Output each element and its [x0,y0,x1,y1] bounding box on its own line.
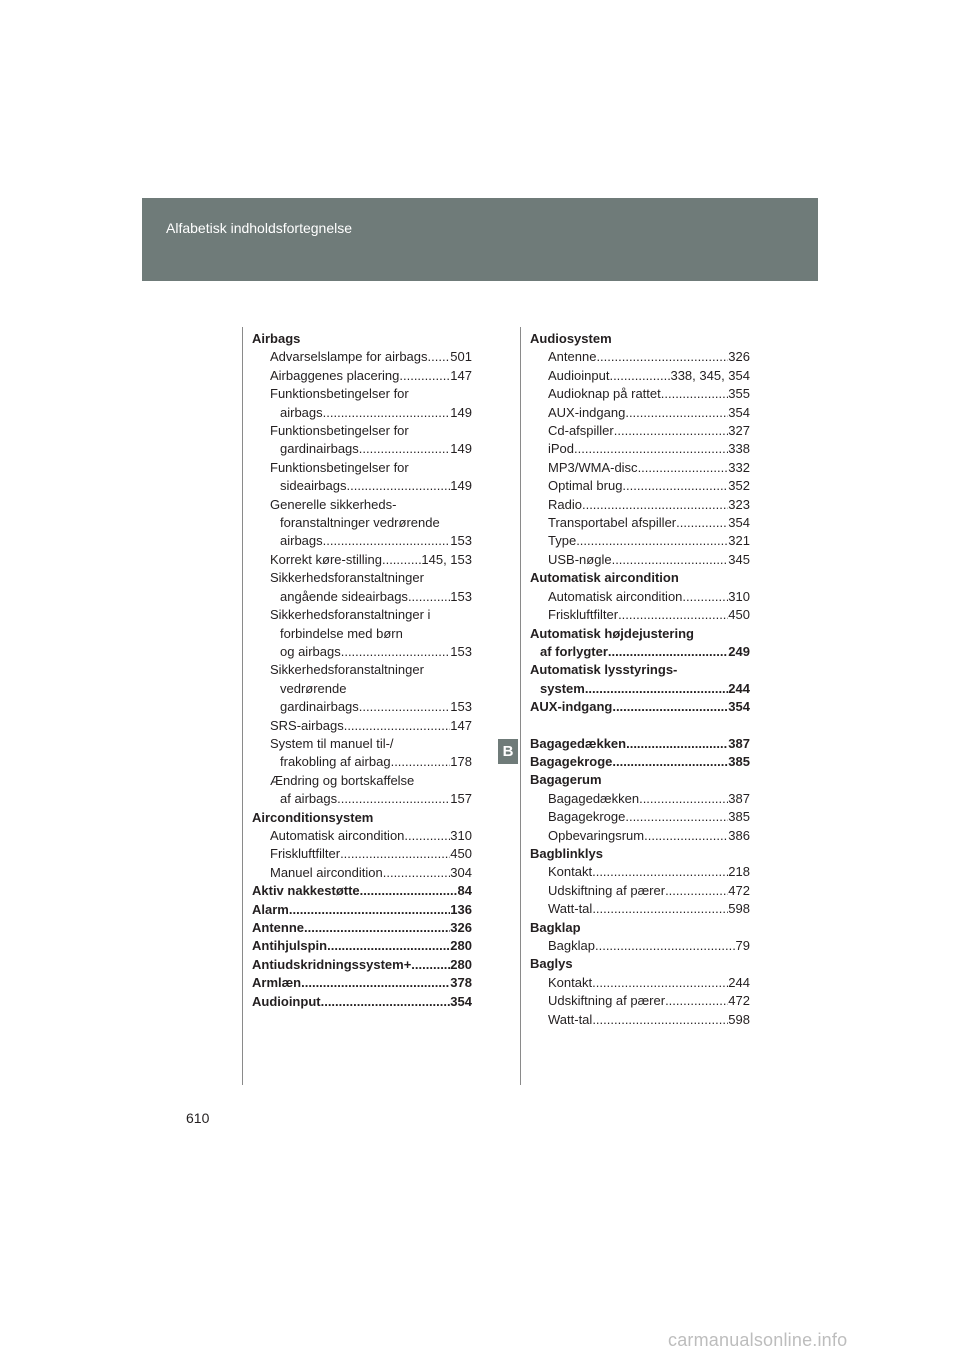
index-entry-line: Funktionsbetingelser for [270,459,409,475]
index-column-right [530,330,750,1029]
leader-dots [344,717,451,735]
index-gap [530,717,750,735]
index-entry [530,422,750,440]
leader-dots [323,532,451,550]
index-entry-label: Korrekt køre-stilling [270,551,382,567]
index-entry [252,845,472,863]
leader-dots [644,827,728,845]
index-entry-page: 354 [450,993,472,1009]
index-entry-label: Automatisk aircondition [270,827,405,843]
index-entry-label: Opbevaringsrum [548,827,645,843]
leader-dots [382,551,421,569]
index-entry [252,440,472,458]
leader-dots [574,440,728,458]
index-entry-page: 450 [450,846,472,862]
watermark: carmanualsonline.info [668,1330,848,1350]
index-entry [530,385,750,403]
index-entry-label: Automatisk aircondition [548,588,683,604]
leader-dots [411,956,450,974]
leader-dots [592,900,728,918]
index-entry [530,900,750,918]
index-entry-label: Manuel aircondition [270,864,383,880]
index-entry-label: Antenne [548,349,597,365]
index-entry-label: gardinairbags [280,441,359,457]
leader-dots [289,901,450,919]
index-entry [252,717,472,735]
leader-dots [321,993,451,1011]
index-entry-page: 153 [450,588,472,604]
index-entry [252,698,472,716]
leader-dots [592,974,728,992]
index-heading: Automatisk højdejustering [530,625,694,641]
index-entry-page: 354 [728,404,750,420]
index-entry [252,790,472,808]
index-entry-page: 244 [728,974,750,990]
index-entry-label: Kontakt [548,864,593,880]
page-number: 610 [186,1110,210,1126]
index-entry-label: og airbags [280,643,341,659]
index-entry-line: Ændring og bortskaffelse [270,772,415,788]
index-entry-label: sideairbags [280,478,347,494]
index-entry-page: 598 [728,901,750,917]
index-entry [252,956,472,974]
column-divider-right [520,327,521,1085]
index-entry-page: 147 [450,367,472,383]
index-entry-page: 385 [728,753,750,769]
leader-dots [391,753,451,771]
index-entry-page: 598 [728,1011,750,1027]
index-entry-label: system [540,680,585,696]
index-entry-label: Optimal brug [548,478,623,494]
index-entry [530,827,750,845]
index-entry-page: 338 [728,441,750,457]
index-entry-page: 153 [450,643,472,659]
index-entry-page: 387 [728,790,750,806]
leader-dots [638,459,729,477]
index-entry [252,993,472,1011]
leader-dots [665,882,728,900]
index-entry-label: Bagagedækken [548,790,640,806]
index-entry [252,404,472,422]
index-entry [252,827,472,845]
index-entry [530,992,750,1010]
index-entry-label: gardinairbags [280,699,359,715]
leader-dots [323,404,451,422]
index-entry-label: Radio [548,496,582,512]
index-entry [252,477,472,495]
index-entry [530,477,750,495]
index-entry-page: 323 [728,496,750,512]
index-entry [530,367,750,385]
index-entry-page: 450 [728,607,750,623]
leader-dots [360,882,458,900]
index-entry-line: Generelle sikkerheds- [270,496,397,512]
index-entry-label: Cd-afspiller [548,423,614,439]
index-entry-line: Sikkerhedsforanstaltninger [270,662,424,678]
index-heading: Audiosystem [530,331,612,346]
index-entry [530,643,750,661]
leader-dots [408,588,450,606]
index-entry [530,698,750,716]
leader-dots [614,422,729,440]
index-entry-label: AUX-indgang [530,699,613,715]
index-entry [530,606,750,624]
index-entry [252,753,472,771]
index-entry-page: 501 [450,349,472,365]
index-heading: Automatisk lysstyrings- [530,662,678,678]
index-entry-page: 84 [457,883,472,899]
leader-dots [625,808,728,826]
index-entry-label: Antenne [252,920,304,935]
index-entry-page: 218 [728,864,750,880]
index-entry-label: Advarselslampe for airbags [270,349,428,365]
index-entry [530,440,750,458]
index-entry-label: af airbags [280,791,338,807]
leader-dots [612,698,728,716]
leader-dots [585,680,728,698]
index-entry-label: Transportabel afspiller [548,515,677,531]
index-entry [252,919,472,937]
index-heading: Baglys [530,956,573,972]
index-entry-page: 178 [450,754,472,770]
index-entry-page: 280 [450,956,472,972]
index-entry-page: 310 [728,588,750,604]
index-entry-label: SRS-airbags [270,717,344,733]
index-entry-page: 378 [450,975,472,991]
index-entry [530,937,750,955]
index-entry-label: Bagagekroge [548,809,626,825]
index-entry-label: airbags [280,404,323,420]
index-entry-line: Funktionsbetingelser for [270,423,409,439]
index-entry [252,937,472,955]
index-entry-page: 386 [728,827,750,843]
leader-dots [301,974,450,992]
leader-dots [428,348,451,366]
leader-dots [596,348,728,366]
index-entry-label: Antiudskridningssystem+ [252,956,412,972]
index-entry-page: 387 [728,735,750,751]
index-entry [530,735,750,753]
index-entry [530,753,750,771]
index-entry [530,588,750,606]
index-entry [252,901,472,919]
index-entry-line: Funktionsbetingelser for [270,386,409,402]
index-entry-label: Udskiftning af pærer [548,993,666,1009]
leader-dots [404,827,450,845]
index-entry [252,348,472,366]
index-entry-label: Airbaggenes placering [270,367,400,383]
leader-dots [626,735,728,753]
index-entry-page: 153 [450,533,472,549]
index-heading: Airbags [252,331,301,346]
index-entry [530,863,750,881]
index-entry-page: 149 [450,404,472,420]
index-entry [530,1011,750,1029]
index-entry-page: 326 [450,920,472,935]
leader-dots [592,1011,728,1029]
index-entry [530,551,750,569]
index-entry-page: 327 [728,423,750,439]
index-entry-page: 79 [735,938,750,953]
index-entry-label: Audioknap på rattet [548,386,661,402]
index-entry-line: System til manuel til-/ [270,735,394,751]
index-entry-line: forbindelse med børn [280,625,403,641]
index-entry-label: Aktiv nakkestøtte [252,883,360,899]
index-entry [530,514,750,532]
column-divider-left [242,327,243,1085]
leader-dots [676,514,728,532]
index-entry-label: iPod [548,441,575,457]
leader-dots [327,937,450,955]
leader-dots [609,367,670,385]
index-entry-page: 147 [450,717,472,733]
index-entry [252,588,472,606]
index-heading: Automatisk aircondition [530,570,679,586]
index-entry-page: 157 [450,791,472,807]
index-entry-label: Bagklap [548,938,595,953]
index-entry [252,551,472,569]
index-entry-page: 332 [728,459,750,475]
header-title: Alfabetisk indholdsfortegnelse [166,220,353,236]
index-heading: Airconditionsystem [252,809,374,825]
index-entry [252,882,472,900]
index-entry [530,882,750,900]
index-heading: Bagagerum [530,772,602,788]
index-entry-label: af forlygter [540,643,608,659]
leader-dots [661,385,729,403]
index-entry-page: 136 [450,901,472,917]
leader-dots [592,863,728,881]
header-bar [142,198,818,281]
index-entry [530,808,750,826]
index-entry-label: Audioinput [548,367,610,383]
index-entry [252,643,472,661]
index-entry-page: 149 [450,478,472,494]
leader-dots [576,532,728,550]
index-entry-page: 352 [728,478,750,494]
index-entry-page: 345 [728,551,750,567]
index-entry-label: Udskiftning af pærer [548,882,666,898]
index-entry-label: Watt-tal [548,901,593,917]
index-entry-line: Sikkerhedsforanstaltninger i [270,607,431,623]
index-entry-page: 385 [728,809,750,825]
index-entry-page: 149 [450,441,472,457]
index-entry-label: Bagagedækken [530,735,627,751]
index-entry-label: Friskluftfilter [548,607,619,623]
index-entry [530,680,750,698]
index-entry-line: Sikkerhedsforanstaltninger [270,570,424,586]
index-entry-label: AUX-indgang [548,404,626,420]
index-entry [530,532,750,550]
index-entry [252,367,472,385]
index-entry-line: vedrørende [280,680,347,696]
leader-dots [618,606,728,624]
leader-dots [665,992,728,1010]
index-entry-page: 310 [450,827,472,843]
leader-dots [595,937,736,955]
index-entry [530,459,750,477]
index-entry-page: 338, 345, 354 [670,367,750,383]
index-entry-page: 472 [728,882,750,898]
leader-dots [608,643,728,661]
index-heading: Bagklap [530,919,581,935]
index-entry [530,974,750,992]
index-column-left [252,330,472,1011]
index-entry [530,404,750,422]
leader-dots [682,588,728,606]
leader-dots [359,440,451,458]
index-entry-line: foranstaltninger vedrørende [280,515,440,531]
index-entry [530,496,750,514]
index-entry-page: 321 [728,533,750,549]
index-entry [252,864,472,882]
index-entry-label: Bagagekroge [530,753,613,769]
index-entry-label: Friskluftfilter [270,846,341,862]
index-entry [252,974,472,992]
index-entry-label: Watt-tal [548,1011,593,1027]
index-entry-label: frakobling af airbag [280,754,391,770]
leader-dots [347,477,451,495]
leader-dots [625,404,728,422]
leader-dots [622,477,728,495]
index-heading: Bagblinklys [530,845,603,861]
leader-dots [383,864,451,882]
index-entry-page: 244 [728,680,750,696]
index-entry-page: 472 [728,993,750,1009]
index-entry [252,532,472,550]
index-entry-page: 304 [450,864,472,880]
leader-dots [340,845,450,863]
index-entry [530,790,750,808]
index-entry-page: 280 [450,938,472,954]
leader-dots [304,919,450,937]
leader-dots [341,643,451,661]
index-entry-label: USB-nøgle [548,551,612,567]
index-entry-page: 249 [728,643,750,659]
index-entry-label: angående sideairbags [280,588,408,604]
leader-dots [359,698,451,716]
index-entry-label: Alarm [252,901,289,917]
index-entry-page: 153 [450,699,472,715]
leader-dots [612,551,729,569]
index-entry-page: 355 [728,386,750,402]
index-entry-page: 326 [728,349,750,365]
leader-dots [337,790,450,808]
index-entry-label: Kontakt [548,974,593,990]
leader-dots [612,753,728,771]
index-entry-label: MP3/WMA-disc [548,459,638,475]
index-entry-label: Antihjulspin [252,938,328,954]
index-entry-page: 354 [728,515,750,531]
leader-dots [582,496,728,514]
index-entry-label: airbags [280,533,323,549]
index-entry [530,348,750,366]
index-entry-page: 145, 153 [421,551,472,567]
index-entry-label: Audioinput [252,993,321,1009]
index-entry-label: Armlæn [252,975,302,991]
section-tab-letter: B [498,739,518,764]
leader-dots [639,790,728,808]
index-entry-label: Type [548,533,577,549]
leader-dots [399,367,450,385]
index-entry-page: 354 [728,699,750,715]
